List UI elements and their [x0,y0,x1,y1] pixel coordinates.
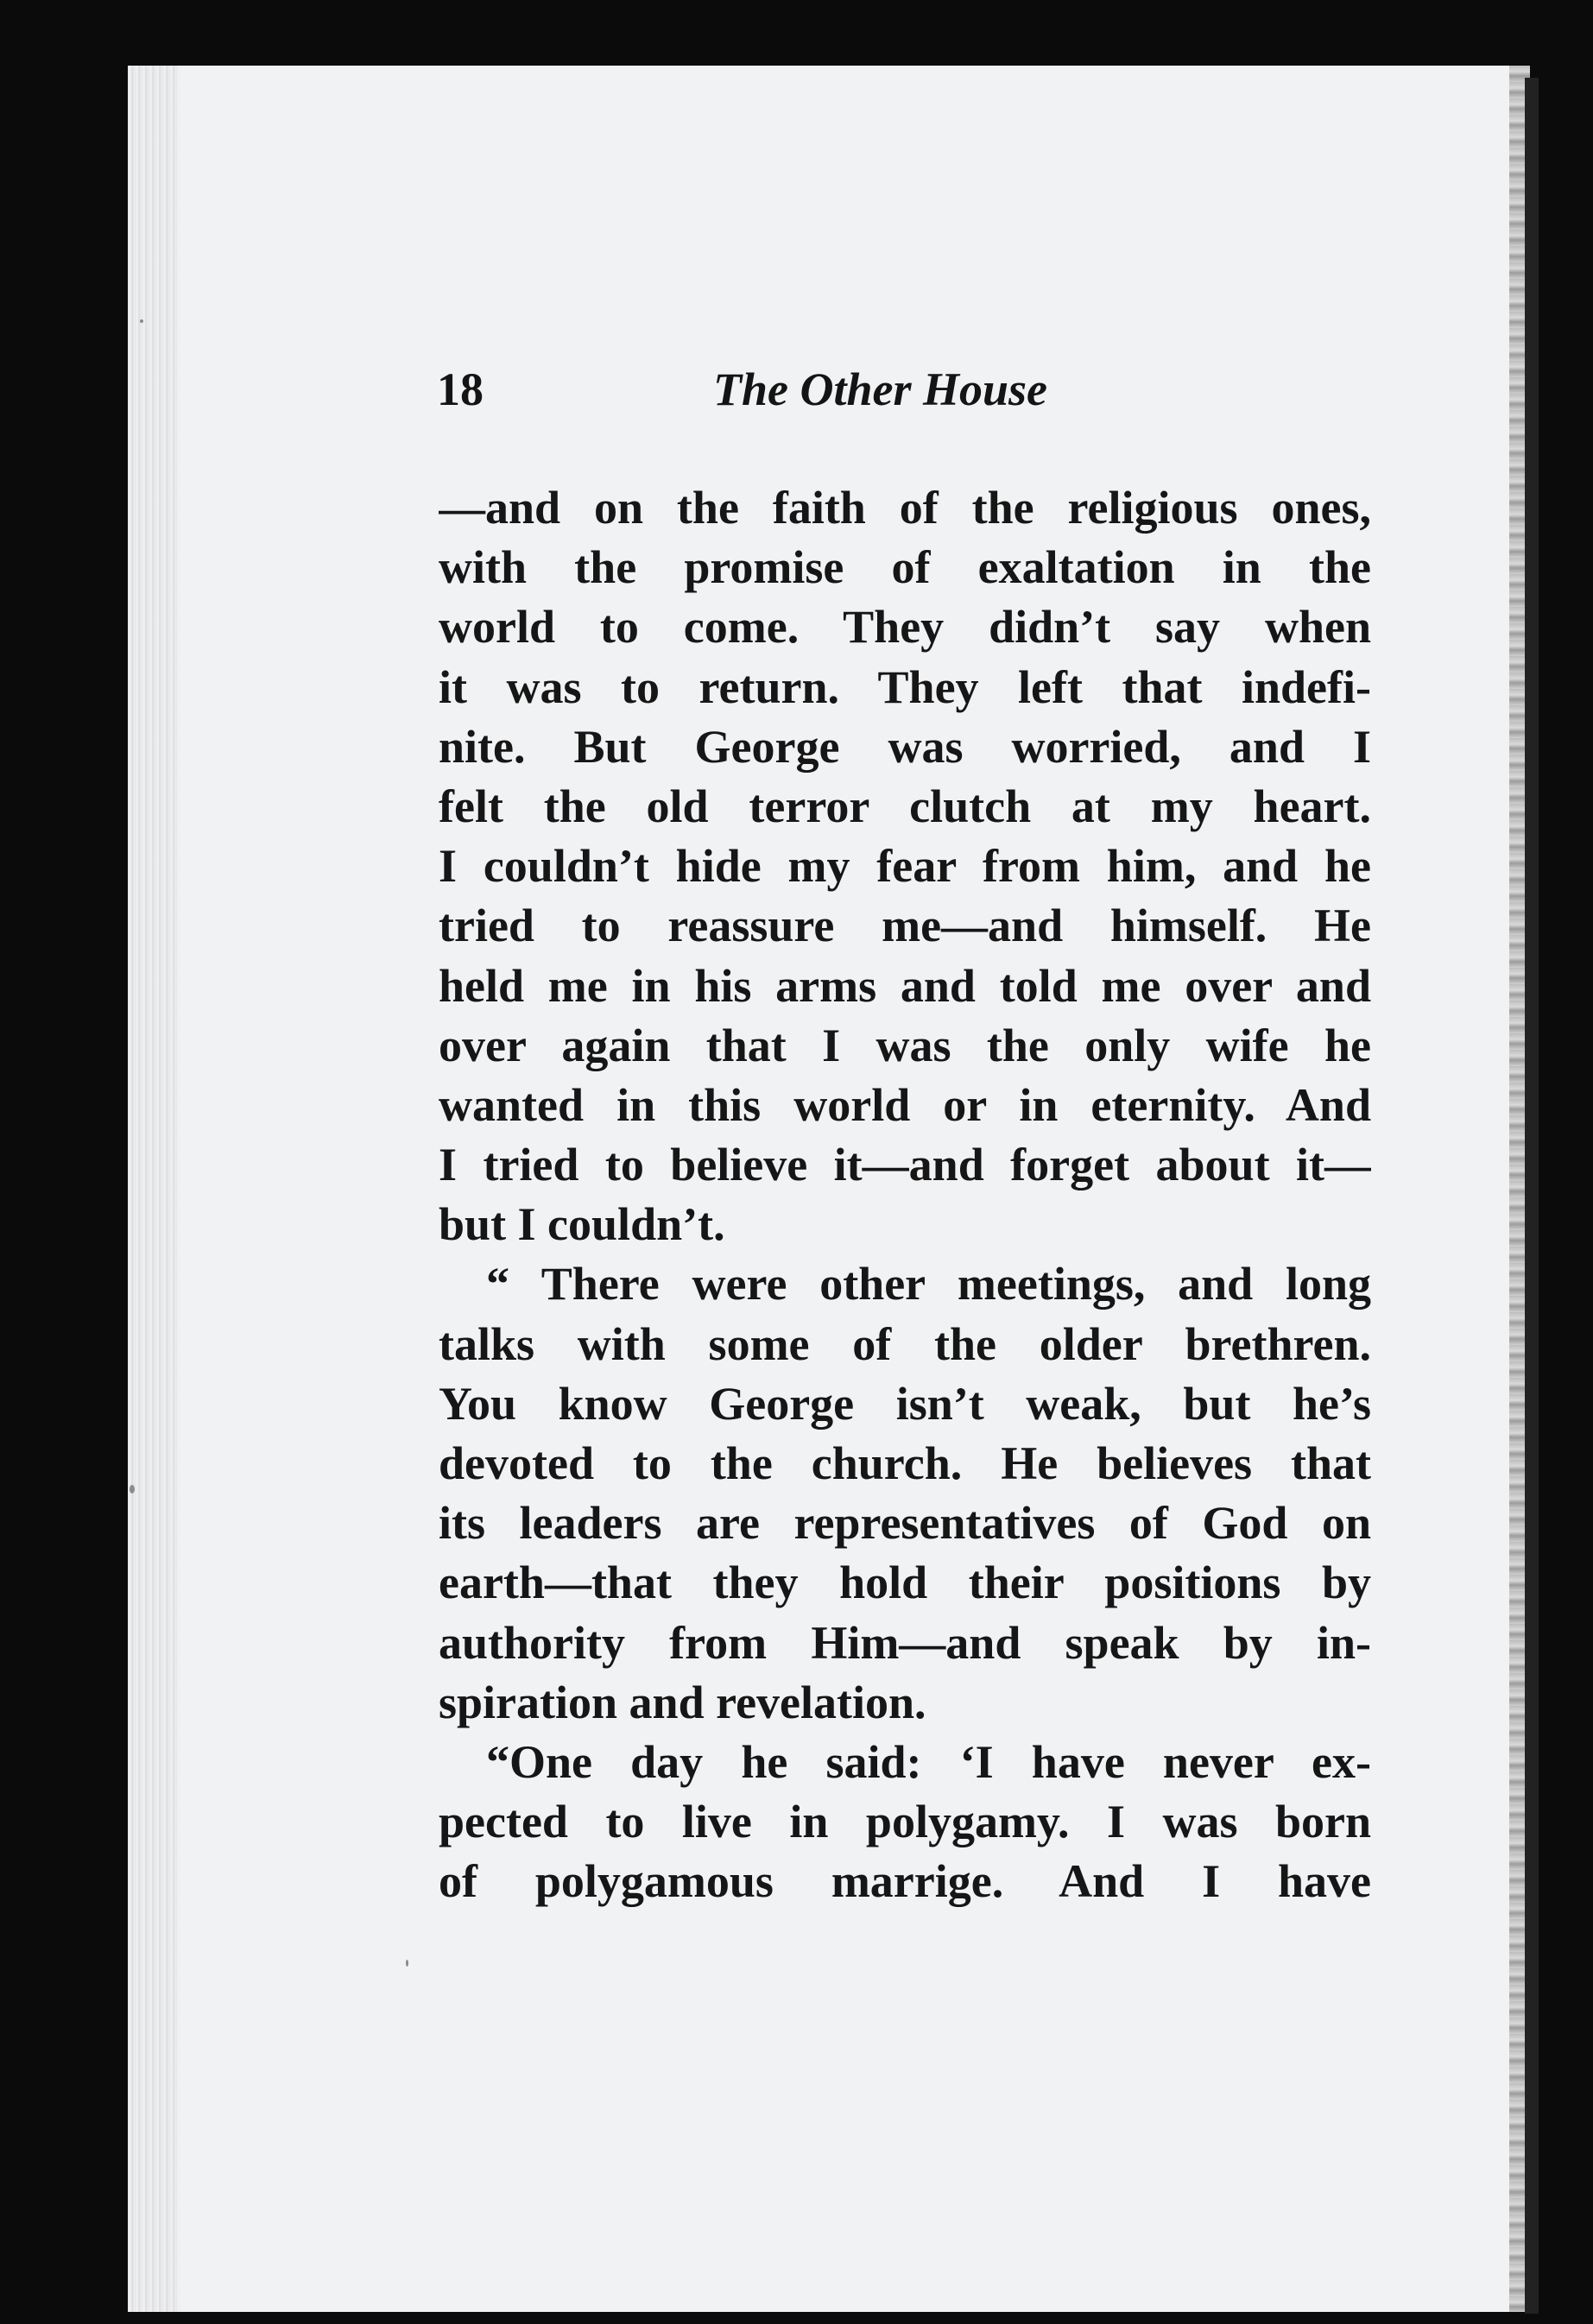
text-line: pected to live in polygamy. I was born [439,1796,1371,1848]
text-line: held me in his arms and told me over and [439,959,1371,1012]
text-line: over again that I was the only wife he [439,1019,1371,1071]
text-line: devoted to the church. He believes that [439,1437,1371,1489]
dust-speck [130,1485,135,1494]
text-line: You know George isn’t weak, but he’s [439,1377,1371,1430]
body-text [439,478,1371,1912]
text-line: authority from Him—and speak by in- [439,1616,1371,1669]
facing-page-edge [1525,78,1539,2314]
page-number: 18 [437,363,484,415]
text-line: —and on the faith of the religious ones, [439,482,1371,534]
text-line: I couldn’t hide my fear from him, and he [439,840,1371,893]
text-line: wanted in this world or in eternity. And [439,1078,1371,1131]
dust-speck [406,1960,408,1967]
text-line: of polygamous marrige. And I have [439,1855,1371,1908]
text-line: tried to reassure me—and himself. He [439,900,1371,952]
text-line: nite. But George was worried, and I [439,720,1371,773]
text-line: felt the old terror clutch at my heart. [439,780,1371,832]
text-line: it was to return. They left that indefi- [439,660,1371,713]
book-title: The Other House [713,363,1048,415]
text-line: but I couldn’t. [439,1198,725,1251]
text-line: I tried to believe it—and forget about it— [439,1139,1371,1191]
running-head [437,363,1105,432]
text-line: world to come. They didn’t say when [439,601,1371,654]
text-line: with the promise of exaltation in the [439,541,1371,594]
text-line: talks with some of the older brethren. [439,1317,1371,1370]
dust-speck [140,319,143,323]
page-gutter [128,66,180,2312]
text-line: earth—that they hold their positions by [439,1557,1371,1609]
text-line: “One day he said: ‘I have never ex- [486,1735,1371,1788]
text-line: its leaders are representatives of God on [439,1497,1371,1550]
text-line: spiration and revelation. [439,1676,926,1728]
text-line: “ There were other meetings, and long [486,1258,1371,1310]
